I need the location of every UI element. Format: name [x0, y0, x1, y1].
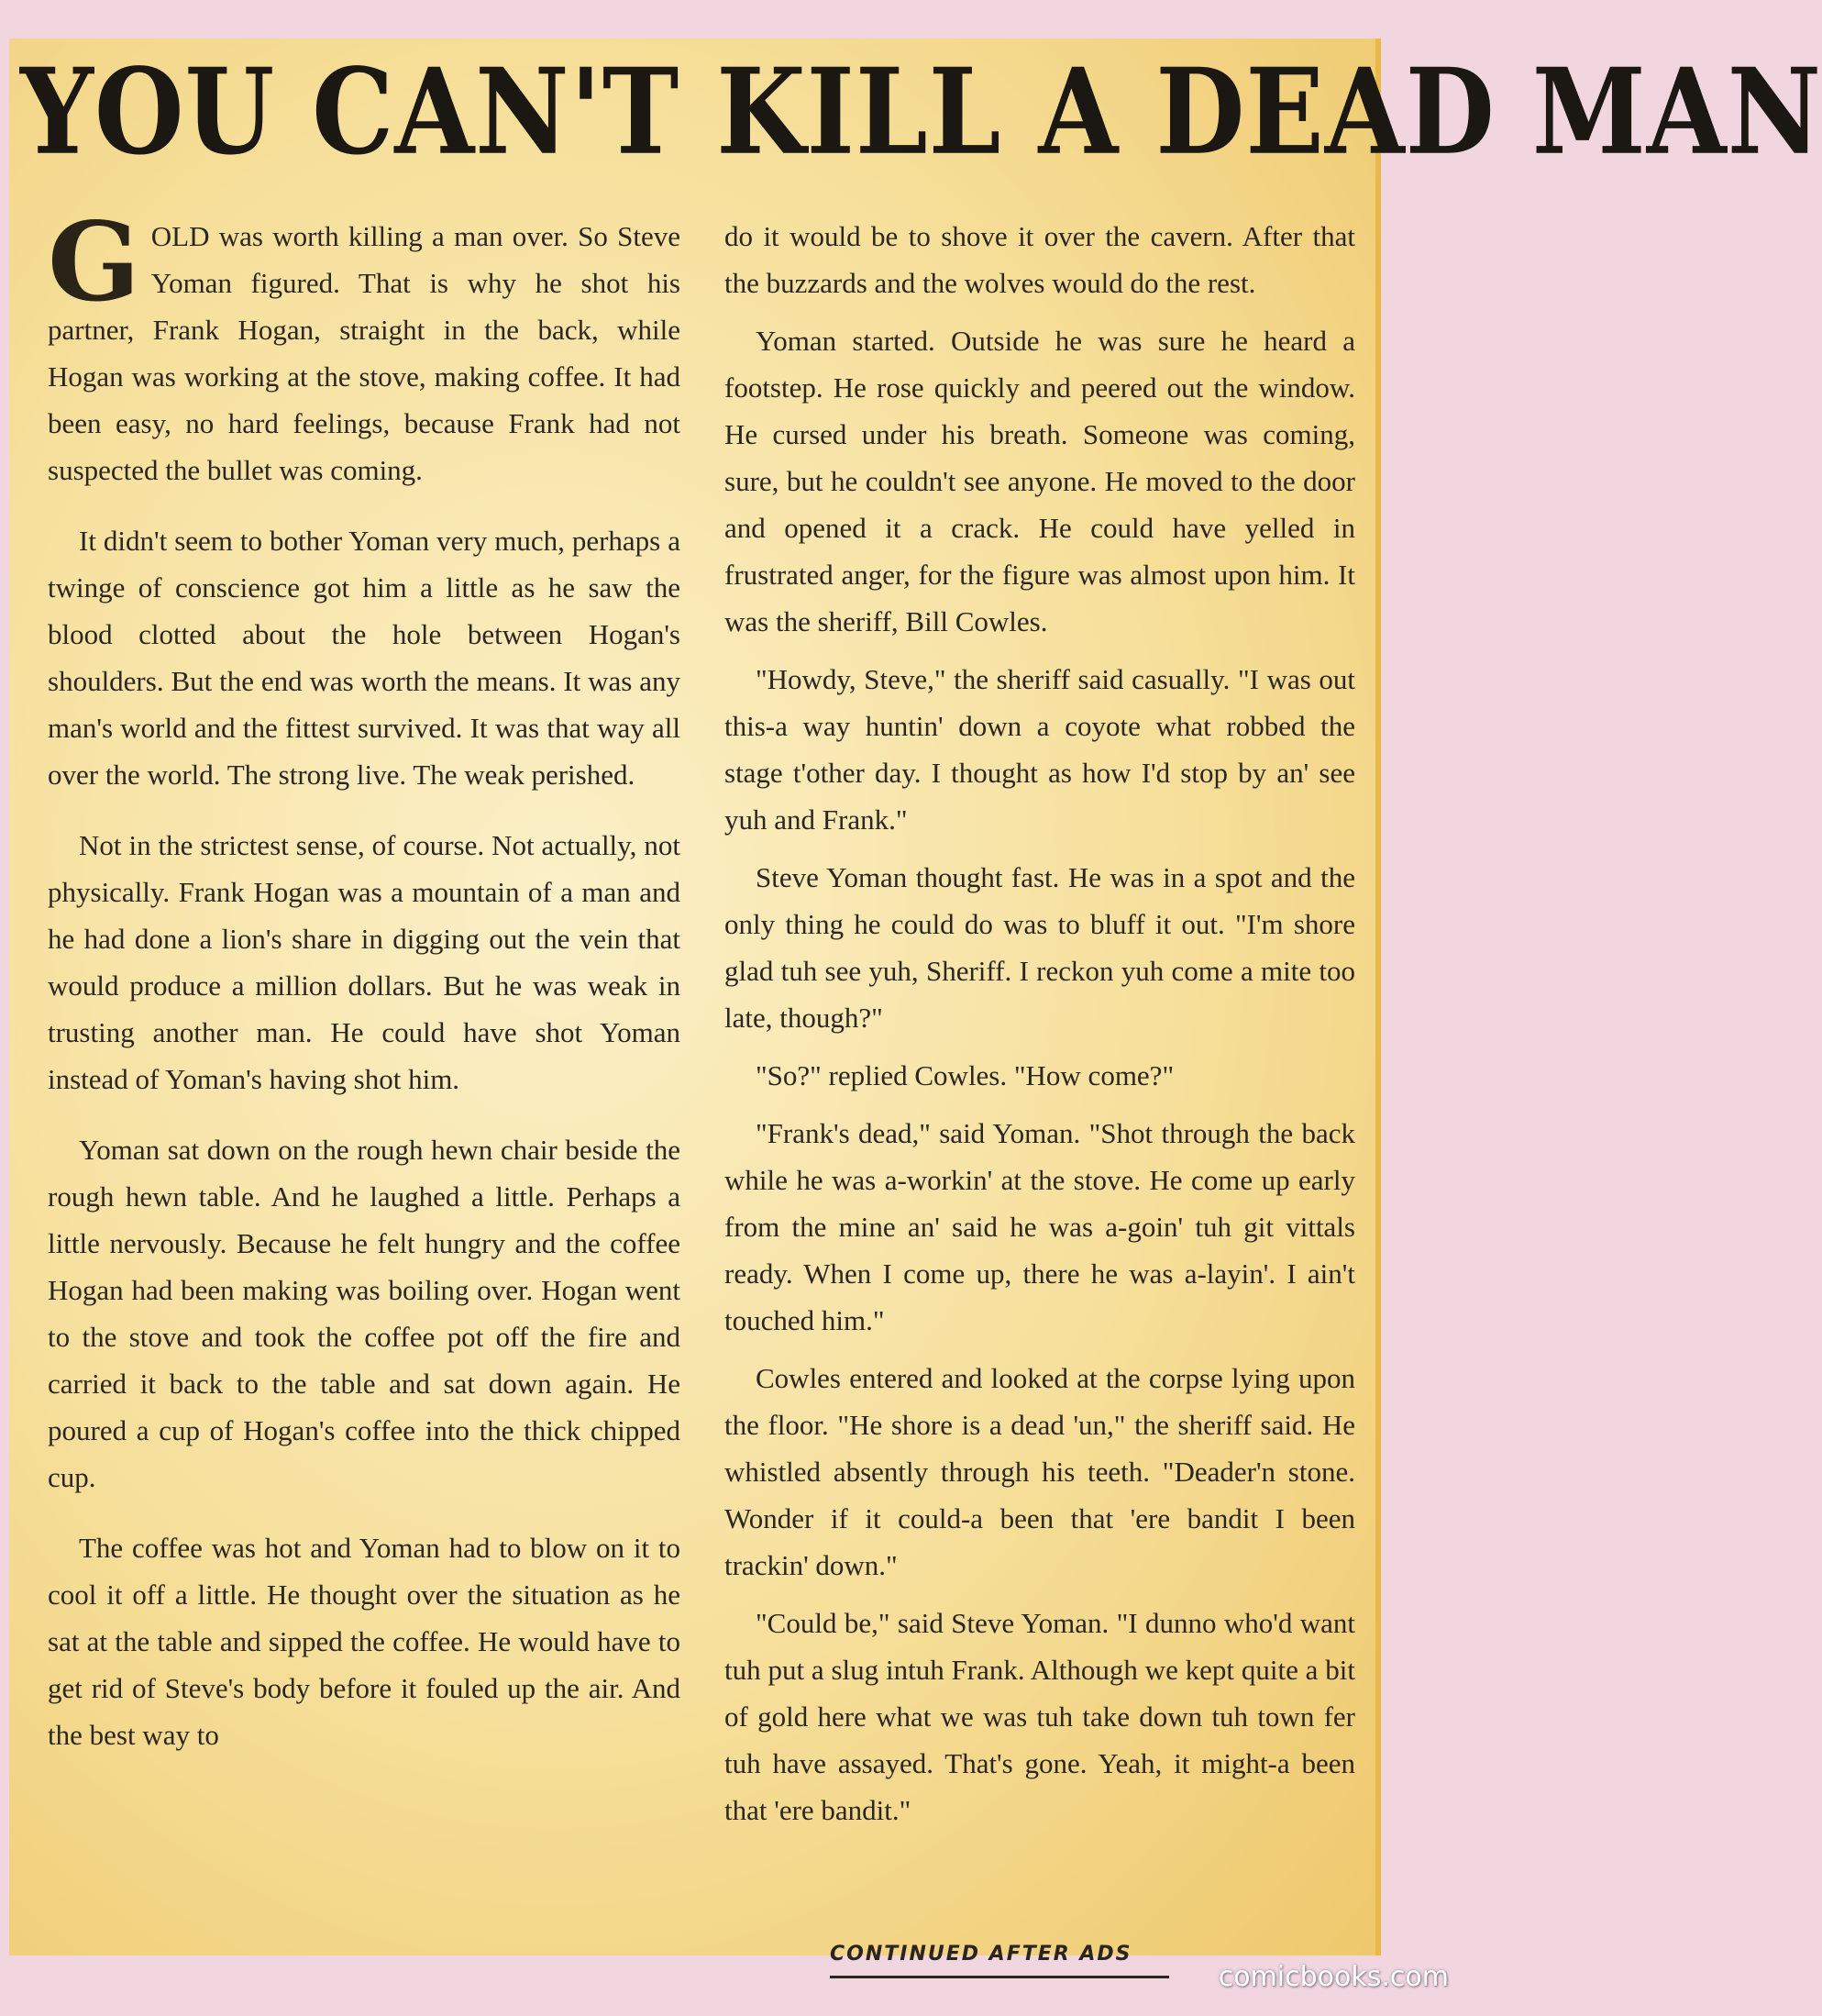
paragraph: Steve Yoman thought fast. He was in a spot and the only thing he could do was to bluff it out. "I'm shore glad tuh see yuh, Sheriff. I reckon yuh come a mite too late, though?" — [724, 861, 1355, 1034]
paragraph: "Frank's dead," said Yoman. "Shot through the back while he was a-workin' at the stove. He come up early from the mine an' said he was a-goin' tuh git vittals ready. When I come up, there he was a-layin'. I ain't touched him." — [724, 1117, 1355, 1336]
continued-note-text: CONTINUED AFTER ADS — [830, 1943, 1132, 1966]
paragraph: Yoman started. Outside he was sure he heard a footstep. He rose quickly and peered out the window. He cursed under his breath. Someone was coming, sure, but he couldn't see anyone. He moved to the door and opened it a crack. He could have yelled in frustrated anger, for the figure was almost upon him. It was the sheriff, Bill Cowles. — [724, 325, 1355, 637]
right-column — [724, 213, 1355, 1844]
continued-underline — [830, 1976, 1169, 1978]
opening-text: OLD was worth killing a man over. So Steve Yoman figured. That is why he shot his partner, Frank Hogan, straight in the back, while Hogan was working at the stove, making coffee. It had been easy, no hard feelings, because Frank had not suspected the bullet was coming. — [48, 220, 680, 486]
paragraph: Cowles entered and looked at the corpse lying upon the floor. "He shore is a dead 'un," the sheriff said. He whistled absently through his teeth. "Deader'n stone. Wonder if it could-a been that 'ere bandit I been trackin' down." — [724, 1362, 1355, 1581]
paragraph: Not in the strictest sense, of course. Not actually, not physically. Frank Hogan was a mountain of a man and he had done a lion's share in digging out the vein that would produce a million dollars. But he was weak in trusting another man. He could have shot Yoman instead of Yoman's having shot him. — [48, 829, 680, 1095]
paragraph: "Could be," said Steve Yoman. "I dunno who'd want tuh put a slug intuh Frank. Although we kept quite a bit of gold here what we was tuh take down tuh town fer tuh have assayed. That's gone. Yeah, it might-a been that 'ere bandit." — [724, 1607, 1355, 1826]
left-column — [48, 198, 680, 1782]
paragraph: It didn't seem to bother Yoman very much, perhaps a twinge of conscience got him a little as he saw the blood clotted about the hole between Hogan's shoulders. But the end was worth the means. It was any man's world and the fittest survived. It was that way all over the world. The strong live. The weak perished. — [48, 525, 680, 791]
paragraph: "Howdy, Steve," the sheriff said casually. "I was out this-a way huntin' down a coyote what robbed the stage t'other day. I thought as how I'd stop by an' see yuh and Frank." — [724, 663, 1355, 836]
opening-paragraph — [48, 198, 680, 493]
paragraph: Yoman sat down on the rough hewn chair beside the rough hewn table. And he laughed a little. Perhaps a little nervously. Because he felt hungry and the coffee Hogan had been making was boiling over. Hogan went to the stove and took the coffee pot off the fire and carried it back to the table and sat down again. He poured a cup of Hogan's coffee into the thick chipped cup. — [48, 1134, 680, 1493]
story-title: YOU CAN'T KILL A DEAD MAN — [20, 43, 1822, 182]
paragraph: "So?" replied Cowles. "How come?" — [756, 1059, 1175, 1091]
paragraph: The coffee was hot and Yoman had to blow on it to cool it off a little. He thought over the situation as he sat at the table and sipped the coffee. He would have to get rid of Steve's body before it fouled up the air. And the best way to — [48, 1532, 680, 1751]
continued-paragraph: do it would be to shove it over the cavern. After that the buzzards and the wolves would do the rest. — [724, 220, 1355, 299]
site-watermark: comicbooks.com — [1218, 1961, 1449, 1993]
drop-cap: G — [48, 198, 140, 326]
